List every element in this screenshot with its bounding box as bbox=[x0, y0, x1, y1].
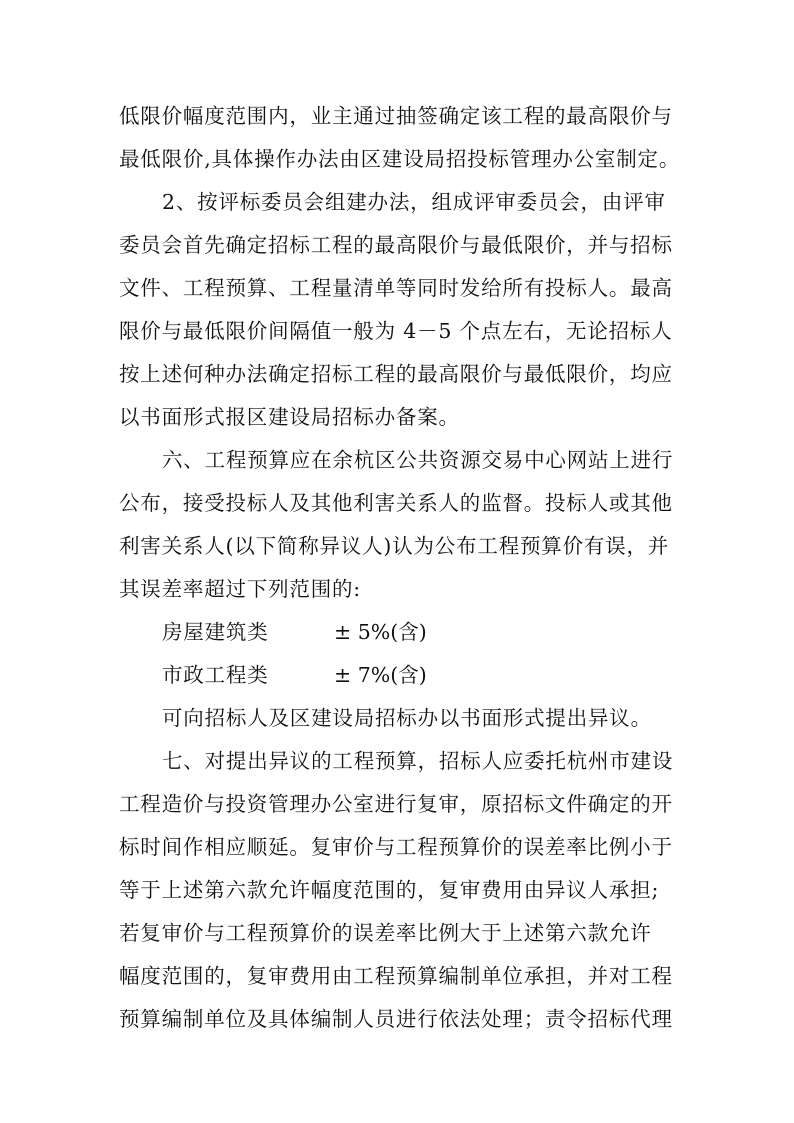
paragraph-line: 按上述何种办法确定招标工程的最高限价与最低限价，均应 bbox=[119, 362, 673, 386]
paragraph-line: 限价与最低限价间隔值一般为 4－5 个点左右，无论招标人 bbox=[119, 319, 673, 343]
paragraph-line: 标时间作相应顺延。复审价与工程预算价的误差率比例小于 bbox=[119, 835, 673, 859]
category-label: 房屋建筑类 bbox=[162, 620, 269, 644]
paragraph-line: 预算编制单位及具体编制人员进行依法处理；责令招标代理 bbox=[119, 1007, 673, 1031]
paragraph-line: 2、按评标委员会组建办法，组成评审委员会，由评审 bbox=[162, 190, 666, 214]
paragraph-line: 以书面形式报区建设局招标办备案。 bbox=[119, 405, 460, 429]
paragraph-line: 最低限价,具体操作办法由区建设局招投标管理办公室制定。 bbox=[119, 147, 681, 171]
paragraph-line: 文件、工程预算、工程量清单等同时发给所有投标人。最高 bbox=[119, 276, 673, 300]
paragraph-line: 七、对提出异议的工程预算，招标人应委托杭州市建设 bbox=[162, 749, 674, 773]
paragraph-line: 幅度范围的，复审费用由工程预算编制单位承担，并对工程 bbox=[119, 964, 673, 988]
paragraph-line: 等于上述第六款允许幅度范围的，复审费用由异议人承担; bbox=[119, 878, 660, 902]
paragraph-line: 工程造价与投资管理办公室进行复审，原招标文件确定的开 bbox=[119, 792, 673, 816]
paragraph-line: 委员会首先确定招标工程的最高限价与最低限价，并与招标 bbox=[119, 233, 673, 257]
paragraph-line: 低限价幅度范围内，业主通过抽签确定该工程的最高限价与 bbox=[119, 104, 673, 128]
paragraph-line: 利害关系人(以下简称异议人)认为公布工程预算价有误，并 bbox=[119, 534, 670, 558]
paragraph-line: 若复审价与工程预算价的误差率比例大于上述第六款允许 bbox=[119, 921, 652, 945]
paragraph-line: 公布，接受投标人及其他利害关系人的监督。投标人或其他 bbox=[119, 491, 673, 515]
paragraph-line: 其误差率超过下列范围的: bbox=[119, 577, 362, 601]
tolerance-value: ± 5%(含) bbox=[334, 620, 427, 644]
paragraph-line: 可向招标人及区建设局招标办以书面形式提出异议。 bbox=[162, 706, 652, 730]
tolerance-value: ± 7%(含) bbox=[334, 663, 427, 687]
category-label: 市政工程类 bbox=[162, 663, 269, 687]
paragraph-line: 六、工程预算应在余杭区公共资源交易中心网站上进行 bbox=[162, 448, 674, 472]
